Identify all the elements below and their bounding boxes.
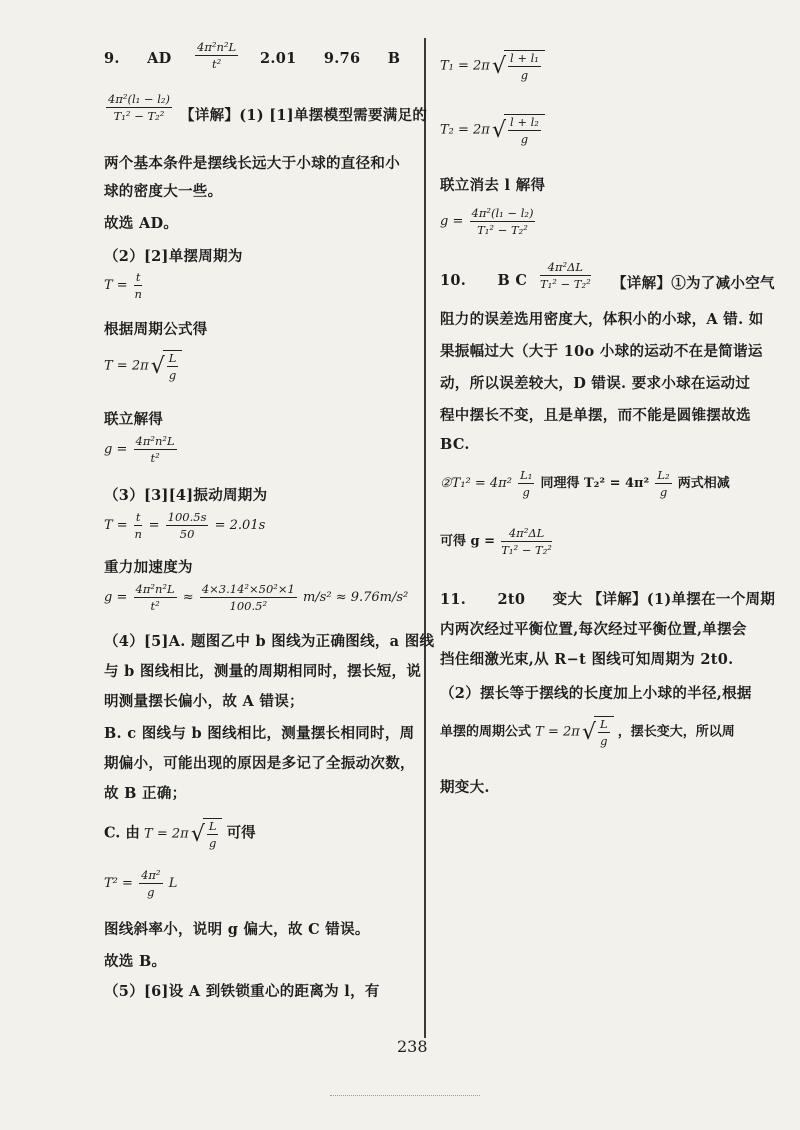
q9-header: 9. AD xyxy=(104,50,172,67)
q9-answer-formula-2: $\frac{\text{4π²(l₁ − l₂)}}{\text{T₁² − T₂²}}$ xyxy=(108,92,170,123)
formula-line-g: 可得 g = $\frac{\text{4π²ΔL}}{\text{T₁² − T₂²}}$ xyxy=(440,526,552,557)
q10-header: 10. B C xyxy=(440,272,528,289)
text-line: 故选 AD。 xyxy=(104,215,179,232)
text-line: 两个基本条件是摆线长远大于小球的直径和小 xyxy=(104,155,400,172)
text-line: 明测量摆长偏小，故 A 错误； xyxy=(104,693,304,710)
formula-t1: T₁ = 2π √ $\frac{\text{l + l₁}}{g}$ xyxy=(440,50,545,82)
text-line: 联立解得 xyxy=(104,411,164,428)
text-line: 与 b 图线相比，测量的周期相同时，摆长短，说 xyxy=(104,663,422,680)
text-line: 程中摆长不变，且是单摆，而不能是圆锥摆故选 xyxy=(440,407,751,424)
formula-t-squared: T² = $\frac{\text{4π²}}{g}$ L xyxy=(104,868,178,899)
formula-t2: T₂ = 2π √ $\frac{\text{l + l₂}}{g}$ xyxy=(440,114,545,146)
text-line: 期偏小，可能出现的原因是多记了全振动次数， xyxy=(104,755,415,772)
column-divider xyxy=(424,38,426,1038)
text-line: 挡住细激光束,从 R−t 图线可知周期为 2t0. xyxy=(440,651,734,668)
text-line: 重力加速度为 xyxy=(104,559,193,576)
q9-answers-rest: 2.01 9.76 B xyxy=(260,50,401,67)
q11-header: 11. 2t0 变大 【详解】(1)单摆在一个周期 xyxy=(440,591,776,608)
text-line: 故 B 正确； xyxy=(104,785,187,802)
formula-g-value: g = $\frac{\text{4π²n²L}}{\text{t²}}$ ≈ $\frac{\text{4×3.14²×50²×1}}{\text{100.5²}}$ m/s² ≈ 9.76m/s² xyxy=(104,582,409,613)
formula-line-2: ②T₁² = 4π² $\frac{\text{L₁}}{g}$ 同理得 T₂² = 4π² $\frac{\text{L₂}}{g}$ 两式相减 xyxy=(440,468,730,499)
text-line: 球的密度大一些。 xyxy=(104,183,223,200)
text-line: 图线斜率小，说明 g 偏大，故 C 错误。 xyxy=(104,921,370,938)
q9-answer-formula: $\frac{\text{4π²n²L}}{\text{t²}}$ xyxy=(197,40,237,71)
text-line: 阻力的误差选用密度大，体积小的小球，A 错. 如 xyxy=(440,311,764,328)
formula-line-c: C. 由 T = 2π √ $\frac{L}{g}$ 可得 xyxy=(104,818,256,850)
scan-artifact xyxy=(330,1095,480,1098)
text-line: 期变大. xyxy=(440,779,490,796)
formula-pendulum: T = 2π √ $\frac{L}{g}$ xyxy=(104,350,182,382)
text-line: 动，所以误差较大，D 错误. 要求小球在运动过 xyxy=(440,375,751,392)
formula-line-period: 单摆的周期公式 T = 2π √ $\frac{L}{g}$ ，摆长变大，所以周 xyxy=(440,716,735,748)
text-line: 【详解】(1) [1]单摆模型需要满足的 xyxy=(180,107,428,124)
formula-period: T = $\frac{t}{n}$ xyxy=(104,270,142,301)
text-line: B. c 图线与 b 图线相比，测量摆长相同时，周 xyxy=(104,725,415,742)
text-line: （2）摆长等于摆线的长度加上小球的半径,根据 xyxy=(440,685,752,702)
formula-g-result: g = $\frac{\text{4π²(l₁ − l₂)}}{\text{T₁² − T₂²}}$ xyxy=(440,206,534,237)
text-line: （3）[3][4]振动周期为 xyxy=(104,487,268,504)
text-line: 果振幅过大（大于 10o 小球的运动不在是简谐运 xyxy=(440,343,763,360)
text-line: （5）[6]设 A 到铁锁重心的距离为 l，有 xyxy=(104,983,380,1000)
text-line: BC. xyxy=(440,436,470,453)
page-number: 238 xyxy=(397,1037,428,1056)
text-line: （2）[2]单摆周期为 xyxy=(104,248,243,265)
formula-g: g = $\frac{\text{4π²n²L}}{\text{t²}}$ xyxy=(104,434,175,465)
text-line: 联立消去 l 解得 xyxy=(440,177,546,194)
text-line: 故选 B。 xyxy=(104,953,167,970)
text-line: 根据周期公式得 xyxy=(104,321,208,338)
text-line: （4）[5]A. 题图乙中 b 图线为正确图线，a 图线 xyxy=(104,633,435,650)
q10-answer-formula: $\frac{\text{4π²ΔL}}{\text{T₁² − T₂²}}$ xyxy=(540,260,591,291)
formula-period-value: T = $\frac{t}{n}$ = $\frac{100.5s}{50}$ = 2.01s xyxy=(104,510,266,541)
text-line: 内两次经过平衡位置,每次经过平衡位置,单摆会 xyxy=(440,621,747,638)
text-line: 【详解】①为了减小空气 xyxy=(612,275,775,292)
